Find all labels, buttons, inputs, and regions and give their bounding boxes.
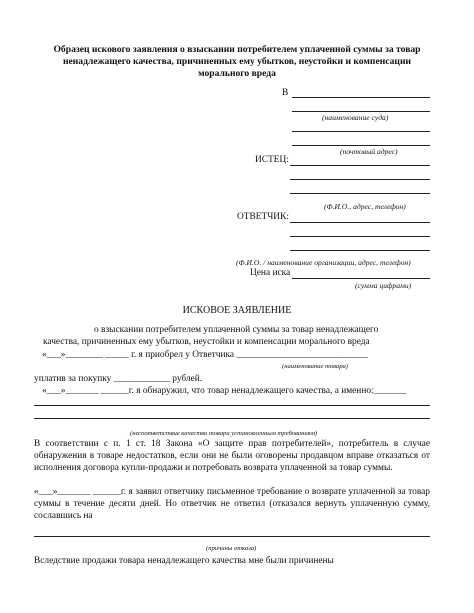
defendant-line-1 — [290, 222, 430, 223]
plaintiff-label: ИСТЕЦ: — [255, 155, 289, 165]
damages-line: Вследствие продажи товара ненадлежащего качества мне были причинены — [34, 556, 334, 566]
subheading-line-1: о взыскании потребителем уплаченной суммы за товар ненадлежащего — [94, 325, 379, 335]
defendant-caption: (Ф.И.О. / наименование организации, адрес, телефон) — [236, 258, 411, 267]
paid-line: уплатив за покупку ____________ рублей. — [34, 374, 203, 384]
refusal-caption: (причины отказа) — [206, 545, 257, 552]
refusal-line — [34, 536, 430, 537]
law-paragraph: В соответствии с п. 1 ст. 18 Закона «О защите прав потребителей», потребитель в случае обнаружения в товаре недостатков, если они не были оговорены продавцом вправе отказаться от исполнения договора купли-продажи и потребовать возврата уплаченной за товар суммы. — [34, 439, 430, 473]
court-name-line-2 — [292, 111, 430, 112]
document-title-line-3: морального вреда — [198, 68, 276, 79]
plaintiff-line-2 — [290, 179, 430, 180]
defendant-line-2 — [290, 236, 430, 237]
product-caption: (наименование товара) — [282, 363, 348, 370]
defendant-label: ОТВЕТЧИК: — [237, 212, 289, 222]
court-address-line — [292, 131, 430, 132]
defect-line-1 — [34, 405, 430, 406]
court-address-line-2 — [292, 145, 430, 146]
court-name-line — [292, 97, 430, 98]
plaintiff-line-1 — [290, 165, 430, 166]
found-line: «___»_______ ______г. я обнаружил, что товар ненадлежащего качества, а именно:_______ — [42, 386, 407, 396]
plaintiff-line-3 — [290, 193, 430, 194]
document-title-line-2: ненадлежащего качества, причиненных ему убытков, неустойки и компенсации — [62, 56, 412, 67]
claim-paragraph: «___»_______ ______г. я заявил ответчику письменное требование о возврате уплаченной за товар суммы в течение десяти дней. Но ответчик не ответил (отказался вернуть уплаченную сумму, сославшись на — [34, 487, 430, 521]
defect-line-2 — [34, 418, 430, 419]
claim-price-line — [292, 278, 430, 279]
court-name-caption: (наименование суда) — [322, 113, 389, 122]
court-prefix: В — [282, 88, 289, 98]
court-address-caption: (почтовый адрес) — [340, 147, 398, 156]
plaintiff-caption: (Ф.И.О., адрес, телефон) — [324, 202, 406, 211]
document-title-line-1: Образец искового заявления о взыскании потребителем уплаченной суммы за товар — [53, 44, 421, 55]
claim-price-caption: (сумма цифрами) — [355, 281, 412, 290]
claim-heading: ИСКОВОЕ ЗАЯВЛЕНИЕ — [182, 305, 292, 316]
purchase-line: «___»________ _____ г. я приобрел у Ответчика ____________________________ — [42, 350, 368, 360]
subheading-line-2: качества, причиненных ему убытков, неустойки и компенсации морального вреда — [43, 337, 370, 347]
defendant-line-3 — [290, 250, 430, 251]
claim-price-label: Цена иска — [250, 268, 291, 278]
defect-caption: (несоответствие качества товара установленным требованиям) — [130, 430, 318, 437]
